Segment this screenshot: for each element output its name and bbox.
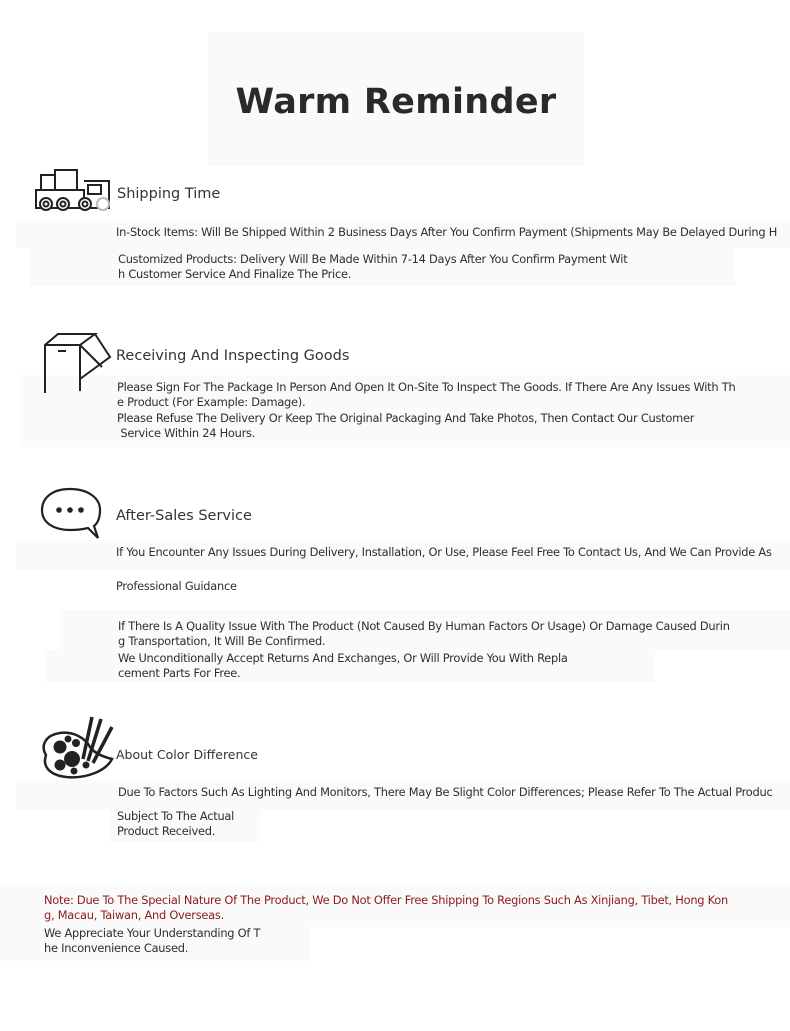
section-shipping-time xyxy=(0,160,790,290)
paragraph: If There Is A Quality Issue With The Product (Not Caused By Human Factors Or Usage) Or Damage Caused Durin g Transportation, It Will Be Confirmed. xyxy=(118,619,730,648)
paragraph: If You Encounter Any Issues During Delivery, Installation, Or Use, Please Feel Free To Contact Us, And We Can Provide As xyxy=(116,545,772,559)
section-heading: Shipping Time xyxy=(117,186,221,202)
title-banner xyxy=(208,32,584,166)
section-heading: After-Sales Service xyxy=(116,508,252,524)
section-after-sales xyxy=(0,480,790,685)
paragraph: We Unconditionally Accept Returns And Exchanges, Or Will Provide You With Repla cement Parts For Free. xyxy=(118,651,568,680)
box-icon xyxy=(40,331,112,395)
paragraph: Customized Products: Delivery Will Be Made Within 7-14 Days After You Confirm Payment Wit h Customer Service And Finalize The Price. xyxy=(118,252,628,281)
footer-notice xyxy=(0,885,790,965)
section-color-difference xyxy=(0,705,790,845)
paragraph: Professional Guidance xyxy=(116,579,237,593)
paragraph: Please Refuse The Delivery Or Keep The Original Packaging And Take Photos, Then Contact Our Customer Service Within 24 Hours. xyxy=(117,411,695,440)
paragraph: Due To Factors Such As Lighting And Monitors, There May Be Slight Color Differences; Please Refer To The Actual Produc xyxy=(118,785,773,799)
section-receiving-goods xyxy=(0,325,790,450)
chat-bubble-icon xyxy=(40,486,104,540)
appreciation-text: We Appreciate Your Understanding Of T he Inconvenience Caused. xyxy=(44,926,261,955)
shipping-note: Note: Due To The Special Nature Of The Product, We Do Not Offer Free Shipping To Regions Such As Xinjiang, Tibet, Hong Kon g, Macau, Taiwan, And Overseas. xyxy=(44,893,728,922)
paragraph: Please Sign For The Package In Person And Open It On-Site To Inspect The Goods. If There Are Any Issues With Th e Product (For Example: Damage). xyxy=(117,380,736,409)
section-heading: About Color Difference xyxy=(116,747,258,762)
paragraph: Subject To The Actual Product Received. xyxy=(117,809,235,838)
page-title: Warm Reminder xyxy=(235,82,557,122)
paragraph: In-Stock Items: Will Be Shipped Within 2 Business Days After You Confirm Payment (Shipments May Be Delayed During H xyxy=(116,225,778,239)
truck-icon xyxy=(33,167,123,213)
paint-palette-icon xyxy=(38,709,118,781)
section-heading: Receiving And Inspecting Goods xyxy=(116,348,350,364)
